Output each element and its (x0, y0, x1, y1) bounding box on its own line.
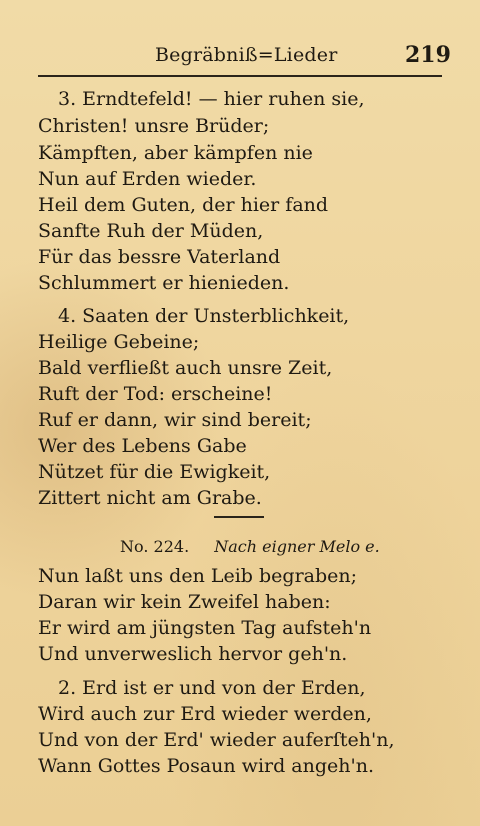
page-header (0, 42, 480, 72)
stanza-line: Nützet für die Ewigkeit, (38, 461, 271, 483)
verse-line: Wann Gottes Posaun wird angeh'n. (38, 755, 375, 777)
stanza-line: Zittert nicht am Grabe. (38, 487, 262, 509)
verse-line: Er wird am jüngsten Tag aufsteh'n (38, 617, 372, 639)
stanza-line: Für das bessre Vaterland (38, 246, 281, 268)
hymn-header (120, 537, 380, 556)
verse-line: Und von der Erd' wieder auferſteh'n, (38, 729, 395, 751)
stanza-line: Nun auf Erden wieder. (38, 168, 257, 190)
stanza-line: Wer des Lebens Gabe (38, 435, 247, 457)
verse-line: 2. Erd ist er und von der Erden, (58, 677, 366, 699)
stanza-line: Bald verfließt auch unsre Zeit, (38, 357, 333, 379)
stanza-line: 4. Saaten der Unsterblichkeit, (58, 305, 350, 327)
stanza-line: 3. Erndtefeld! — hier ruhen sie, (58, 88, 365, 110)
stanza-line: Schlummert er hienieden. (38, 272, 290, 294)
stanza-line: Heil dem Guten, der hier fand (38, 194, 329, 216)
stanza-line: Kämpften, aber kämpfen nie (38, 142, 313, 164)
header-rule (38, 75, 442, 77)
section-divider (214, 516, 264, 518)
stanza-line: Christen! unsre Brüder; (38, 115, 270, 137)
stanza-line: Ruf er dann, wir sind bereit; (38, 409, 312, 431)
verse-line: Nun laßt uns den Leib begraben; (38, 565, 358, 587)
running-title: Begräbniß=Lieder (155, 44, 338, 66)
stanza-line: Sanfte Ruh der Müden, (38, 220, 264, 242)
stanza-line: Ruft der Tod: erscheine! (38, 383, 273, 405)
hymn-tune: Nach eigner Melo e. (214, 537, 380, 556)
verse-line: Wird auch zur Erd wieder werden, (38, 703, 372, 725)
hymn-number: No. 224. (120, 537, 190, 556)
verse-line: Daran wir kein Zweifel haben: (38, 591, 331, 613)
stanza-line: Heilige Gebeine; (38, 331, 200, 353)
verse-line: Und unverweslich hervor geh'n. (38, 643, 348, 665)
page-number: 219 (405, 42, 451, 68)
